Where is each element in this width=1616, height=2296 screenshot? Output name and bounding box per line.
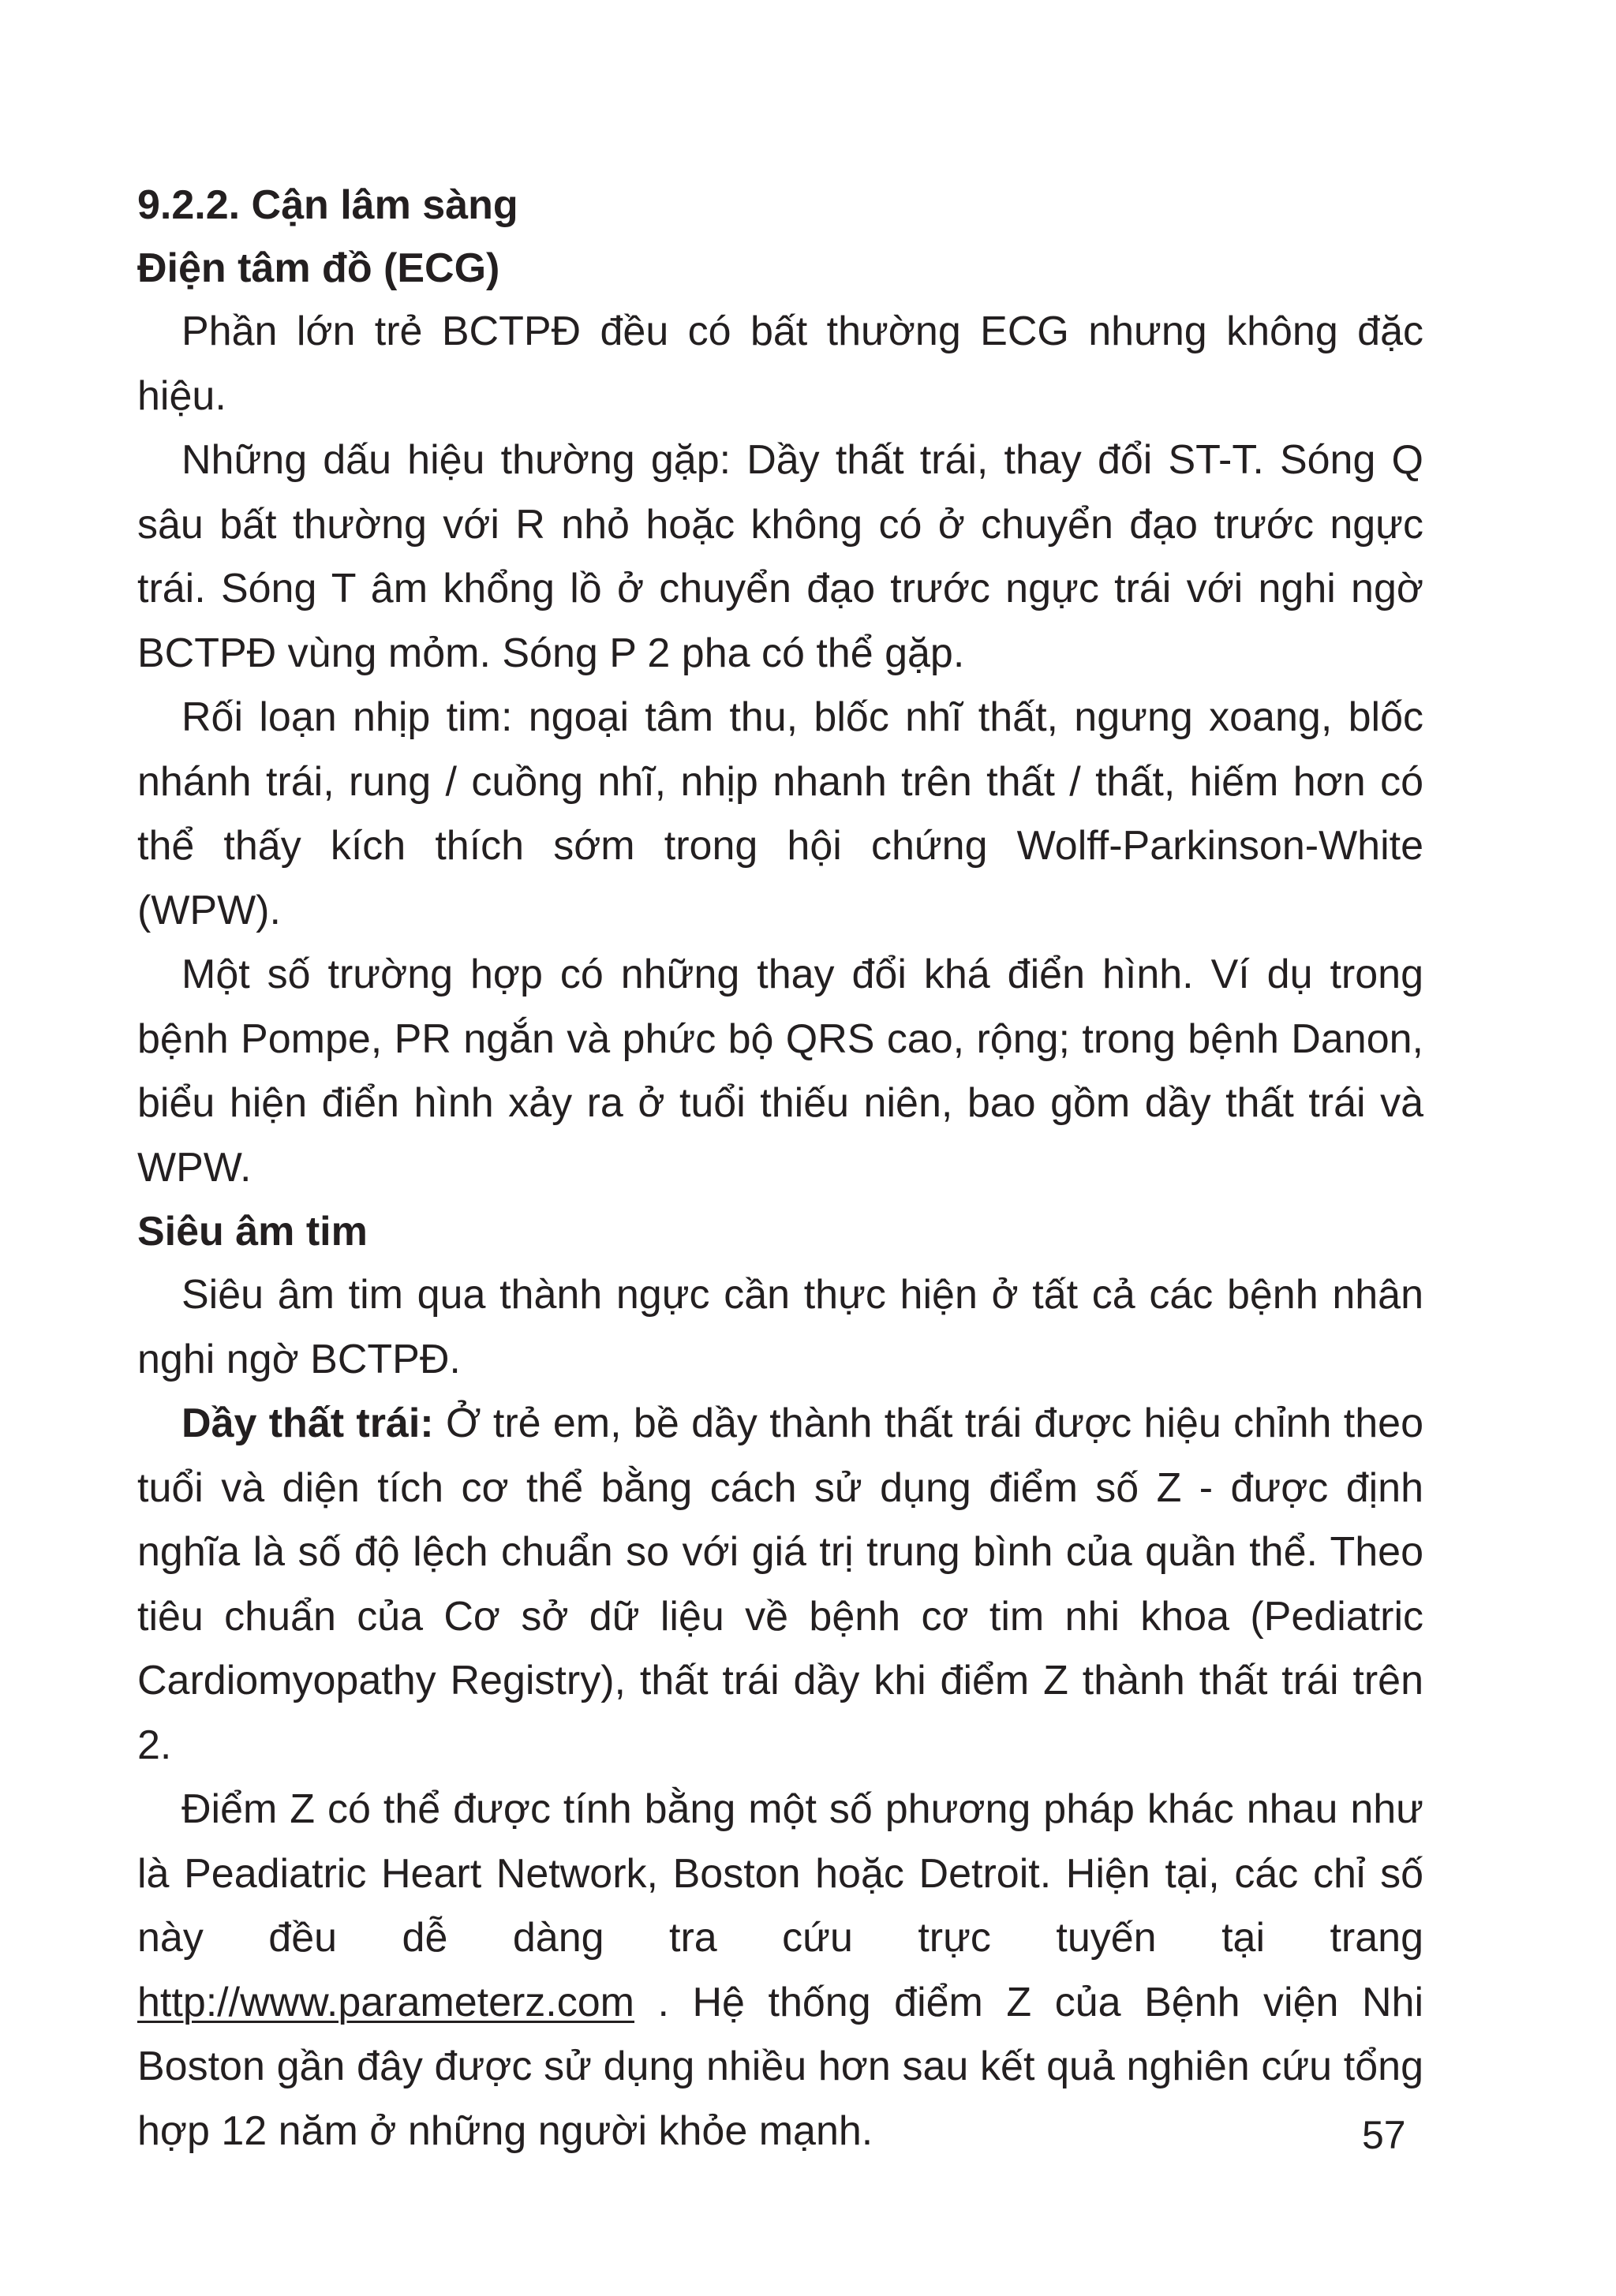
echo-paragraph-3 [137,1778,1423,2163]
echo-paragraph-2 [137,1392,1423,1778]
parameterz-link[interactable]: http://www.parameterz.com [137,1979,634,2025]
ecg-paragraph-4: Một số trường hợp có những thay đổi khá điển hình. Ví dụ trong bệnh Pompe, PR ngắn và phức bộ QRS cao, rộng; trong bệnh Danon, biểu hiện điển hình xảy ra ở tuổi thiếu niên, bao gồm dầy thất trái và WPW. [137,952,1423,1191]
echo-heading: Siêu âm tim [137,1209,368,1255]
page-number: 57 [1362,2113,1406,2157]
lvh-text: Ở trẻ em, bề dầy thành thất trái được hiệu chỉnh theo tuổi và diện tích cơ thể bằng cách sử dụng điểm số Z - được định nghĩa là số độ lệch chuẩn so với giá trị trung bình của quần thể. Theo tiêu chuẩn của Cơ sở dữ liệu về bệnh cơ tim nhi khoa (Pediatric Cardiomyopathy Registry), thất trái dầy khi điểm Z thành thất trái trên 2. [137,1400,1424,1768]
ecg-paragraph-3: Rối loạn nhịp tim: ngoại tâm thu, blốc nhĩ thất, ngưng xoang, blốc nhánh trái, rung / cuồng nhĩ, nhịp nhanh trên thất / thất, hiếm hơn có thể thấy kích thích sớm trong hội chứng Wolff-Parkinson-White (WPW). [137,694,1423,933]
zscore-text-after: . Hệ thống điểm Z của Bệnh viện Nhi Boston gần đây được sử dụng nhiều hơn sau kết quả nghiên cứu tổng hợp 12 năm ở những người khỏe mạnh. [137,1979,1423,2154]
ecg-paragraph-1: Phần lớn trẻ BCTPĐ đều có bất thường ECG nhưng không đặc hiệu. [137,309,1423,419]
zscore-text-before: Điểm Z có thể được tính bằng một số phương pháp khác nhau như là Peadiatric Heart Network, Boston hoặc Detroit. Hiện tại, các chỉ số này đều dễ dàng tra cứu trực tuyến tại trang [137,1786,1423,1961]
document-page [137,174,1423,2163]
ecg-heading: Điện tâm đồ (ECG) [137,245,500,291]
ecg-paragraph-2: Những dấu hiệu thường gặp: Dầy thất trái, thay đổi ST-T. Sóng Q sâu bất thường với R nhỏ hoặc không có ở chuyển đạo trước ngực trái. Sóng T âm khổng lồ ở chuyển đạo trước ngực trái với nghi ngờ BCTPĐ vùng mỏm. Sóng P 2 pha có thể gặp. [137,437,1423,676]
section-title: 9.2.2. Cận lâm sàng [137,182,518,228]
lvh-label: Dầy thất trái: [181,1400,434,1446]
echo-paragraph-1: Siêu âm tim qua thành ngực cần thực hiện ở tất cả các bệnh nhân nghi ngờ BCTPĐ. [137,1272,1423,1382]
